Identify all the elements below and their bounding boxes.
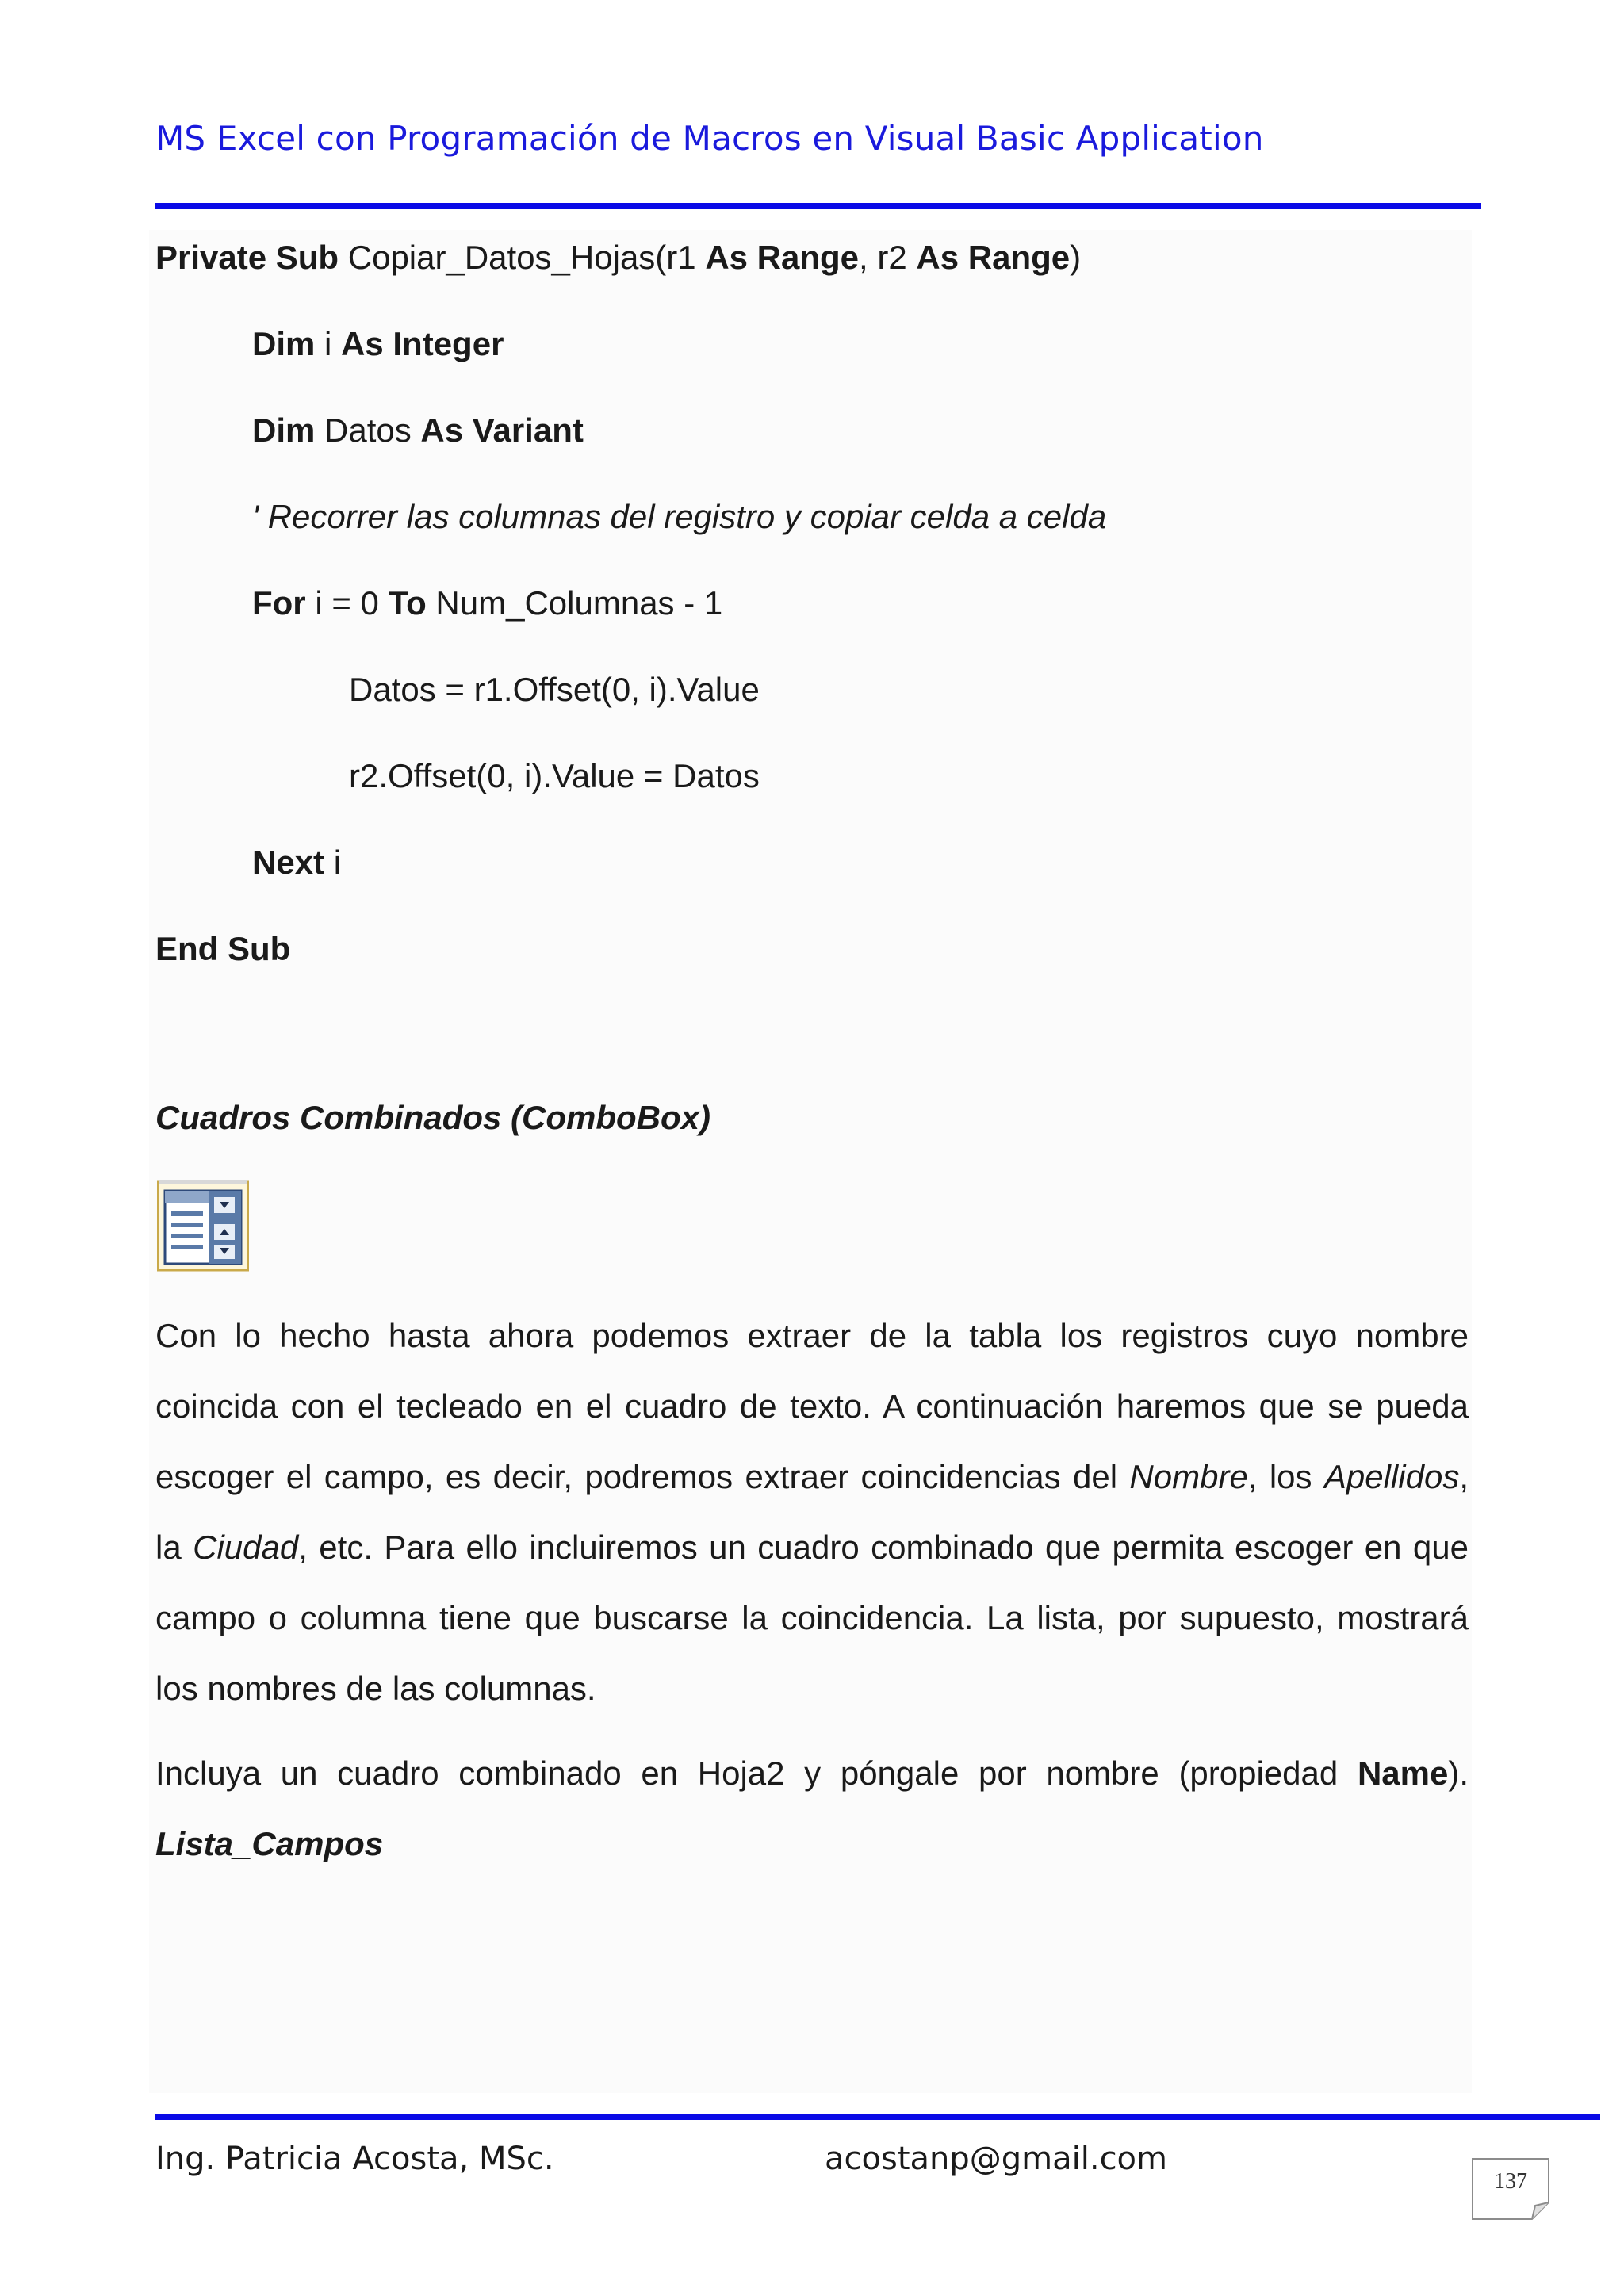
paragraph-italic: Apellidos [1323, 1458, 1460, 1495]
code-line-end-sub [155, 929, 290, 969]
code-keyword: As Range [916, 239, 1071, 276]
code-keyword: As Variant [420, 411, 584, 449]
section-title: Cuadros Combinados (ComboBox) [155, 1099, 710, 1136]
footer-email: acostanp@gmail.com [825, 2141, 1167, 2177]
code-line-comment: ' Recorrer las columnas del registro y copiar celda a celda [252, 498, 1107, 535]
paragraph-text: , los [1247, 1458, 1324, 1495]
paragraph-combobox-intro [155, 1300, 1469, 1724]
code-text: Copiar_Datos_Hojas(r1 [339, 239, 706, 276]
code-text: i [315, 325, 342, 362]
footer-author: Ing. Patricia Acosta, MSc. [155, 2141, 554, 2177]
page-number: 137 [1494, 2169, 1527, 2194]
code-line-offset-assign: r2.Offset(0, i).Value = Datos [349, 757, 760, 794]
paragraph-text: Con lo hecho hasta ahora podemos extraer de la tabla los registros cuyo nombre coincida con el tecleado en el cuadro de texto. A continuación haremos que se pueda escoger el campo, es decir, podremos extraer coincidencias del [155, 1317, 1469, 1495]
code-keyword: Private Sub [155, 239, 339, 276]
code-text: , r2 [859, 239, 917, 276]
code-line-private-sub [155, 238, 1081, 277]
paragraph-text: , etc. Para ello incluiremos un cuadro combinado que permita escoger en que campo o columna tiene que buscarse la coincidencia. La lista, por supuesto, mostrará los nombres de las columnas. [155, 1529, 1469, 1707]
code-text: i = 0 [305, 584, 389, 622]
code-line-dim-i [252, 324, 504, 364]
footer-rule [155, 2114, 1600, 2120]
paragraph-text: , la [155, 1458, 1469, 1566]
header-rule [155, 203, 1481, 209]
header-title: MS Excel con Programación de Macros en Visual Basic Application [155, 119, 1264, 158]
code-keyword: Dim [252, 325, 316, 362]
code-line-dim-datos [252, 411, 584, 450]
code-text: i [324, 844, 342, 881]
code-keyword: Dim [252, 411, 316, 449]
paragraph-text: ). [1448, 1755, 1469, 1792]
code-line-for [252, 584, 722, 623]
code-keyword: To [388, 584, 427, 622]
code-keyword: As Range [705, 239, 860, 276]
code-keyword: End Sub [155, 930, 291, 967]
code-text: Num_Columnas - 1 [426, 584, 723, 622]
code-text: ) [1070, 239, 1082, 276]
paragraph-bold: Name [1357, 1755, 1449, 1792]
paragraph-italic: Nombre [1129, 1458, 1248, 1495]
code-keyword: For [252, 584, 306, 622]
code-keyword: As Integer [341, 325, 504, 362]
combobox-icon [157, 1180, 249, 1272]
code-line-datos-assign: Datos = r1.Offset(0, i).Value [349, 671, 760, 708]
code-keyword: Next [252, 844, 325, 881]
paragraph-text: Incluya un cuadro combinado en Hoja2 y póngale por nombre (propiedad [155, 1755, 1358, 1792]
code-line-next [252, 843, 341, 882]
code-text: Datos [315, 411, 421, 449]
paragraph-italic: Ciudad [193, 1529, 299, 1566]
paragraph-include-combobox [155, 1738, 1469, 1879]
paragraph-bold-italic: Lista_Campos [155, 1825, 384, 1862]
